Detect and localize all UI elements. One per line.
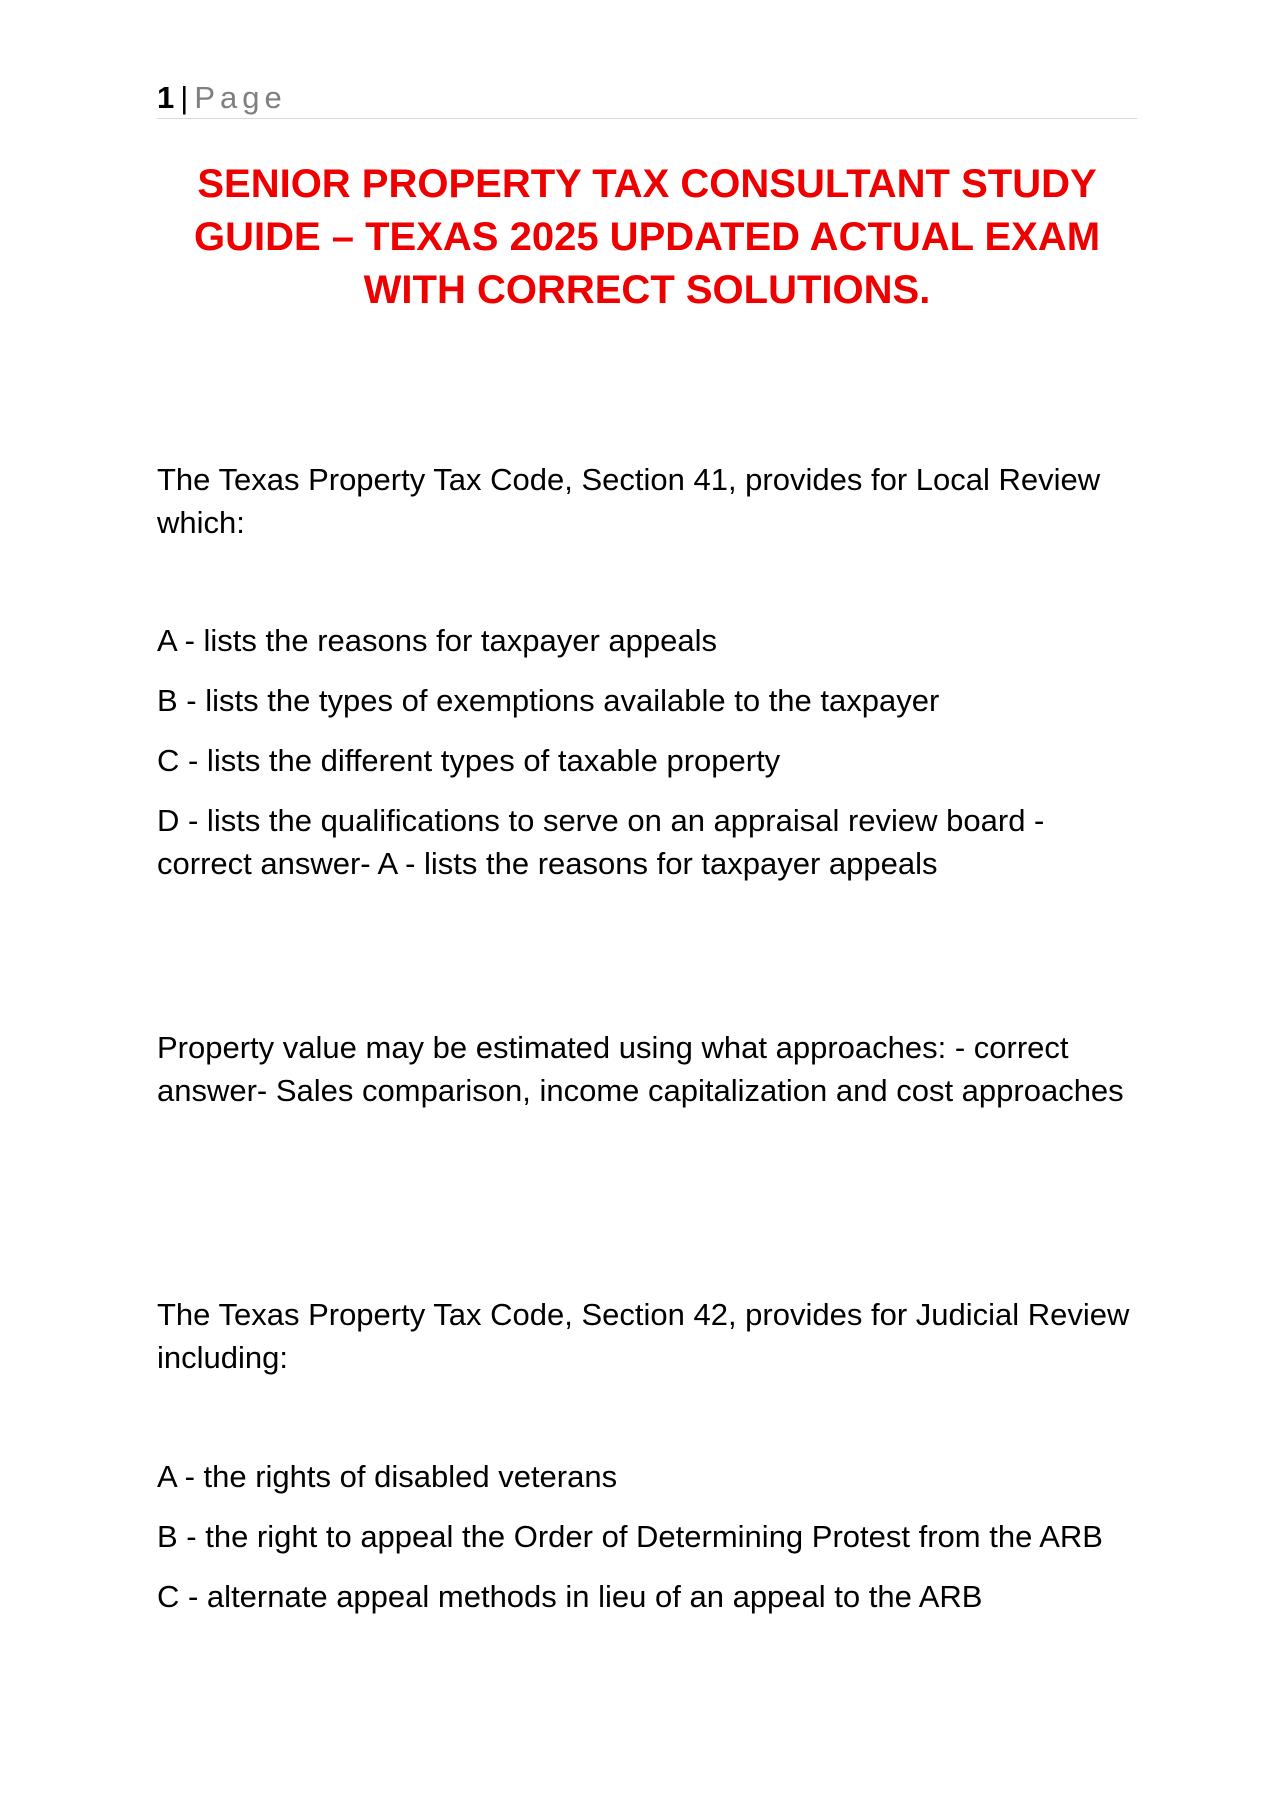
question-block-1 [157, 458, 1137, 544]
page-header [157, 78, 1137, 119]
header-separator: | [180, 80, 189, 115]
answer-options-1 [157, 619, 1137, 885]
answer-option: B - lists the types of exemptions available to the taxpayer [157, 683, 940, 718]
answer-option: A - the rights of disabled veterans [157, 1459, 618, 1494]
page-label: Page [194, 80, 287, 115]
document-title: SENIOR PROPERTY TAX CONSULTANT STUDY GUIDE – TEXAS 2025 UPDATED ACTUAL EXAM WITH CORRECT SOLUTIONS. [193, 162, 1101, 312]
question-text: The Texas Property Tax Code, Section 42, provides for Judicial Review including: [157, 1297, 1130, 1375]
answer-options-3 [157, 1455, 1137, 1618]
answer-option: A - lists the reasons for taxpayer appeals [157, 623, 718, 658]
document-page [157, 0, 1137, 1811]
page-number: 1 [157, 80, 175, 115]
answer-option: C - alternate appeal methods in lieu of an appeal to the ARB [157, 1579, 983, 1614]
question-block-3 [157, 1293, 1137, 1379]
question-block-2 [157, 1026, 1137, 1112]
answer-option: C - lists the different types of taxable property [157, 743, 781, 778]
answer-option: D - lists the qualifications to serve on an appraisal review board - correct answer- A - lists the reasons for taxpayer appeals [157, 803, 1045, 881]
question-text: The Texas Property Tax Code, Section 41, provides for Local Review which: [157, 462, 1101, 540]
answer-option: B - the right to appeal the Order of Determining Protest from the ARB [157, 1519, 1103, 1554]
question-text: Property value may be estimated using what approaches: - correct answer- Sales comparison, income capitalization and cost approaches [157, 1030, 1124, 1108]
